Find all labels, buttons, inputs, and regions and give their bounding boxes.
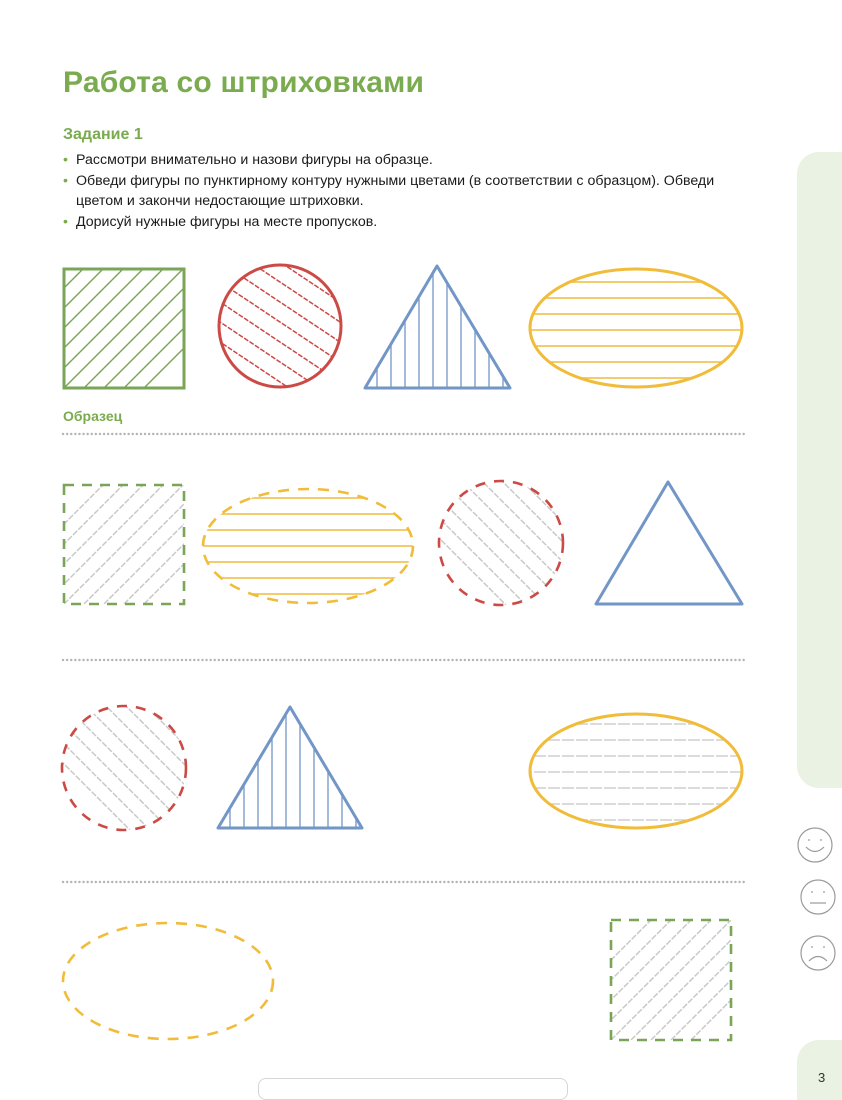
instruction-item: • Дорисуй нужные фигуры на месте пропусков. xyxy=(63,212,763,233)
sample-circle-hatched xyxy=(190,182,370,462)
instruction-item: • Обведи фигуры по пунктирному контуру нужными цветами (в соответствии с образцом). Обведи цветом и закончи недостающие штриховки. xyxy=(63,171,763,212)
smiley-sad-icon[interactable] xyxy=(801,936,835,970)
dashed-square-to-trace xyxy=(0,484,264,604)
dashed-circle-to-trace xyxy=(44,604,204,904)
ellipse-gray-hatched xyxy=(520,714,752,828)
sample-square-hatched xyxy=(0,268,264,388)
sample-triangle-hatched xyxy=(365,260,510,390)
page-title: Работа со штриховками xyxy=(63,66,425,99)
instruction-item: • Рассмотри внимательно и назови фигуры на образце. xyxy=(63,150,763,171)
task-title: Задание 1 xyxy=(63,126,143,143)
triangle-to-hatch xyxy=(596,482,742,604)
dashed-square-gray-hatched xyxy=(531,920,811,1040)
dashed-ellipse-to-trace xyxy=(200,489,416,603)
page-number: 3 xyxy=(818,1070,826,1085)
triangle-hatched xyxy=(218,700,362,830)
smiley-happy-icon[interactable] xyxy=(798,828,832,862)
dashed-ellipse-to-hatch xyxy=(63,923,273,1039)
dashed-circle-to-trace xyxy=(420,379,580,679)
sample-ellipse-hatched xyxy=(520,269,752,387)
smiley-neutral-icon[interactable] xyxy=(801,880,835,914)
sample-label: Образец xyxy=(63,408,123,424)
